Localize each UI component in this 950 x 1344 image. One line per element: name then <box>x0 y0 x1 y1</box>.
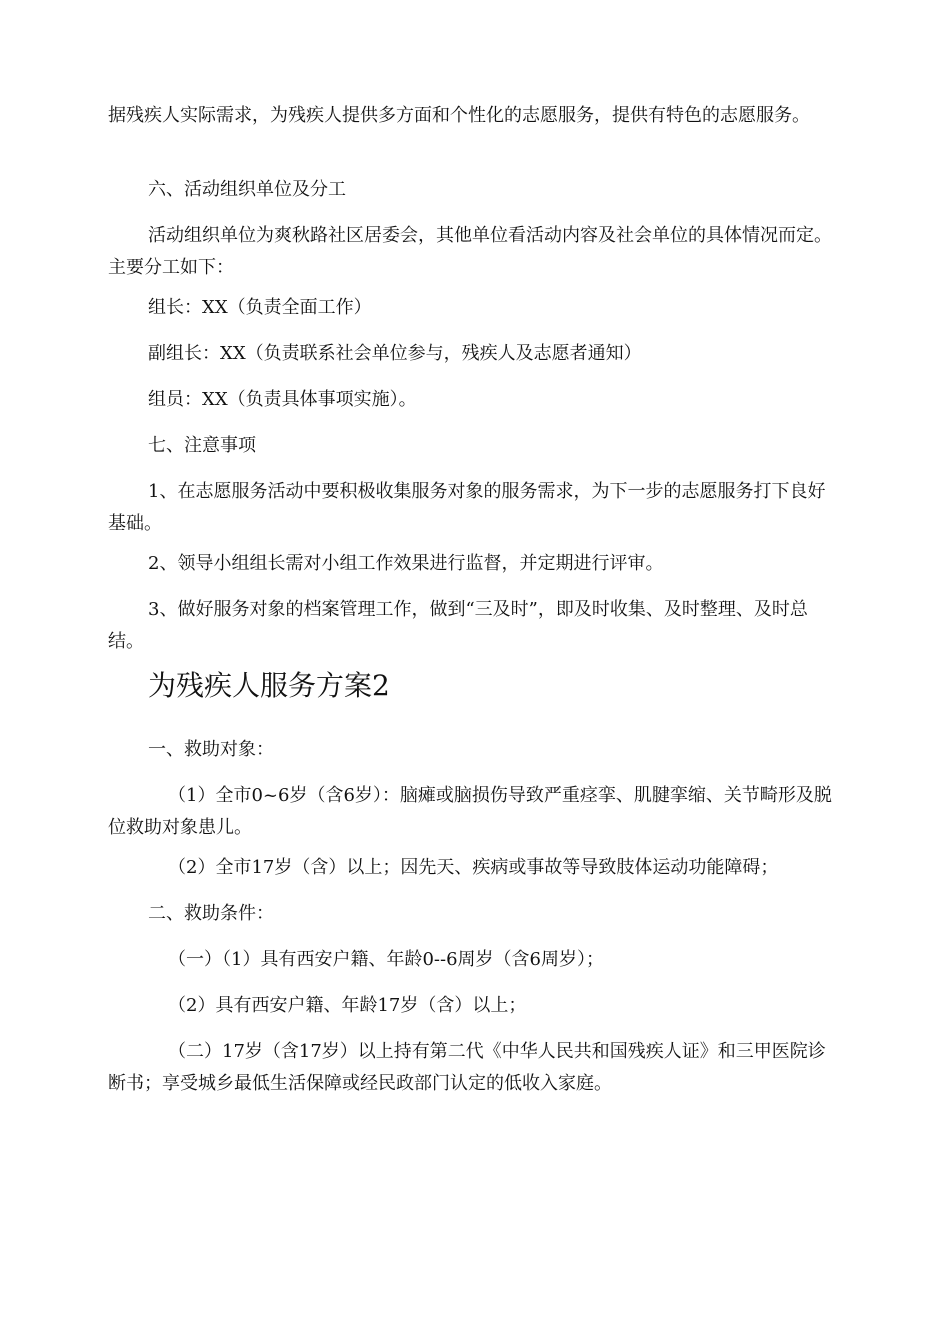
paragraph-team-leader: 组长：XX（负责全面工作） <box>148 297 372 318</box>
section-seven-heading: 七、注意事项 <box>148 435 256 456</box>
paragraph-note-1: 1、在志愿服务活动中要积极收集服务对象的服务需求，为下一步的志愿服务打下良好基础。 <box>108 481 826 534</box>
paragraph-organizer: 活动组织单位为爽秋路社区居委会，其他单位看活动内容及社会单位的具体情况而定。主要分工如下： <box>108 225 832 278</box>
paragraph-intro-continuation: 据残疾人实际需求，为残疾人提供多方面和个性化的志愿服务，提供有特色的志愿服务。 <box>108 105 810 126</box>
section-six-heading: 六、活动组织单位及分工 <box>148 179 346 200</box>
paragraph-note-3: 3、做好服务对象的档案管理工作，做到“三及时”，即及时收集、及时整理、及时总结。 <box>108 599 808 652</box>
paragraph-note-2: 2、领导小组组长需对小组工作效果进行监督，并定期进行评审。 <box>148 553 664 574</box>
document-section-title: 为残疾人服务方案2 <box>148 669 390 702</box>
section-assistance-conditions-heading: 二、救助条件： <box>148 903 274 924</box>
paragraph-condition-2: （2）具有西安户籍、年龄17岁（含）以上； <box>168 995 527 1016</box>
paragraph-condition-3: （二）17岁（含17岁）以上持有第二代《中华人民共和国残疾人证》和三甲医院诊断书；享受城乡最低生活保障或经民政部门认定的低收入家庭。 <box>108 1041 826 1094</box>
section-assistance-targets-heading: 一、救助对象： <box>148 739 274 760</box>
paragraph-target-1: （1）全市0~6岁（含6岁）：脑瘫或脑损伤导致严重痉挛、肌腱挛缩、关节畸形及脱位救助对象患儿。 <box>108 785 832 838</box>
paragraph-condition-1: （一）（1）具有西安户籍、年龄0--6周岁（含6周岁）； <box>168 949 604 970</box>
paragraph-team-member: 组员：XX（负责具体事项实施）。 <box>148 389 417 410</box>
paragraph-target-2: （2）全市17岁（含）以上；因先天、疾病或事故等导致肢体运动功能障碍； <box>168 857 779 878</box>
paragraph-deputy-leader: 副组长：XX（负责联系社会单位参与，残疾人及志愿者通知） <box>148 343 642 364</box>
